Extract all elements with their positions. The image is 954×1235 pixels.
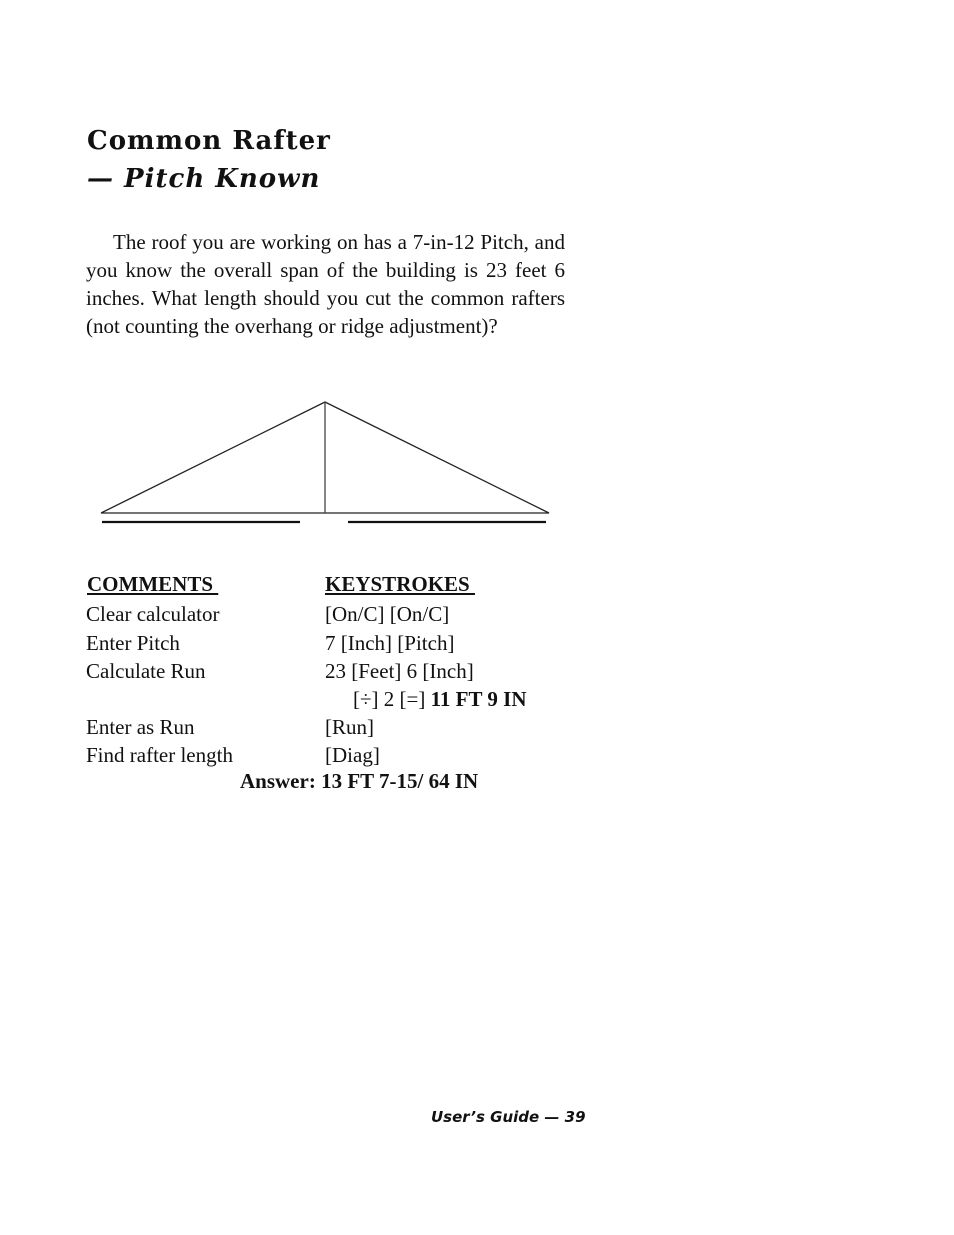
keystroke-find-rafter: [Diag]	[325, 743, 380, 767]
title-subtitle: — Pitch Known	[87, 164, 321, 194]
comment-calculate-run: Calculate Run	[86, 659, 206, 683]
keystroke-calculate-run: 23 [Feet] 6 [Inch]	[325, 659, 474, 683]
keystroke-clear: [On/C] [On/C]	[325, 602, 450, 626]
comment-find-rafter: Find rafter length	[86, 743, 233, 767]
intro-paragraph: The roof you are working on has a 7-in-12 Pitch, and you know the overall span of the building is 23 feet 6 inches. What length should you cut the common rafters (not counting the overhang or ridge adjustment)?	[86, 230, 565, 338]
keystroke-divide	[353, 685, 526, 713]
comment-enter-pitch: Enter Pitch	[86, 631, 180, 655]
title-main: Common Rafter	[87, 126, 331, 156]
answer: Answer: 13 FT 7-15/ 64 IN	[240, 769, 479, 793]
keystroke-enter-pitch: 7 [Inch] [Pitch]	[325, 631, 455, 655]
keystrokes-header: KEYSTROKES	[325, 572, 475, 596]
intermediate-result: 11 FT 9 IN	[430, 687, 527, 711]
comment-clear: Clear calculator	[86, 602, 220, 626]
keystroke-divide-keys: [÷] 2 [=]	[353, 687, 426, 711]
comments-header: COMMENTS	[87, 572, 219, 596]
comment-enter-run: Enter as Run	[86, 715, 195, 739]
page-footer: User’s Guide — 39	[431, 1108, 586, 1126]
keystroke-enter-run: [Run]	[325, 715, 374, 739]
